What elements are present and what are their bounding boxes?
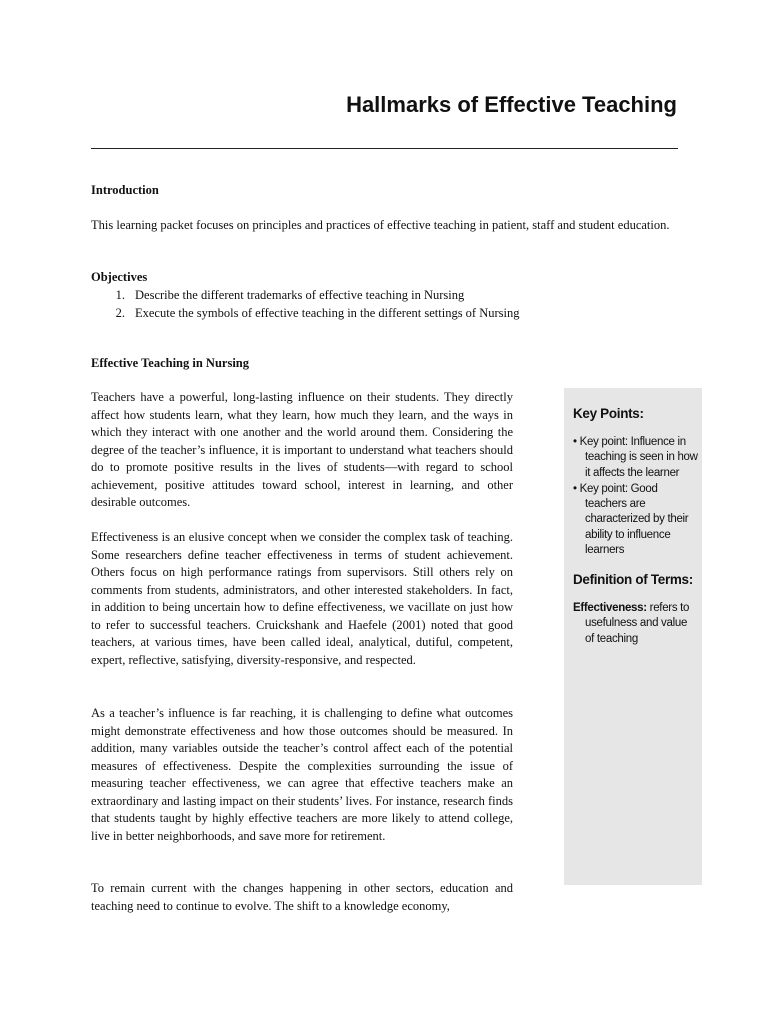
objectives-heading: Objectives xyxy=(91,270,148,284)
title-divider xyxy=(91,148,678,149)
section-heading: Effective Teaching in Nursing xyxy=(91,356,249,370)
body-paragraph: Effectiveness is an elusive concept when we consider the complex task of teaching. Some researchers define teacher effectiveness in terms of student achievement. Others focus on high performance ratings from supervisors. Still others rely on comments from students, administrators, and other interested stakeholders. In fact, in addition to being uncertain how to define effectiveness, we vacillate on just how to refer to successful teachers. Cruickshank and Haefele (2001) noted that good teachers, at various times, have been called ideal, analytical, dutiful, competent, expert, reflective, satisfying, diversity-responsive, and respected. xyxy=(91,530,513,667)
objective-text: Execute the symbols of effective teaching in the different settings of Nursing xyxy=(135,305,520,320)
definition-text: refers to usefulness and value of teaching xyxy=(585,602,690,645)
introduction-heading: Introduction xyxy=(91,183,159,197)
definition-term: Effectiveness: xyxy=(573,602,647,614)
objectives-list xyxy=(91,287,678,322)
body-paragraph: Teachers have a powerful, long-lasting influence on their students. They directly affect how students learn, what they learn, how much they learn, and the ways in which they interact with one another and the world around them. Considering the degree of the teacher’s influence, it is important to understand what teachers should do to promote positive results in the lives of students—with regard to school achievement, positive attitudes toward school, interest in learning, and other desirable outcomes. xyxy=(91,390,513,509)
body-paragraph: To remain current with the changes happening in other sectors, education and teaching need to continue to evolve. The shift to a knowledge economy, xyxy=(91,881,513,913)
body-paragraph: As a teacher’s influence is far reaching, it is challenging to define what outcomes might demonstrate effectiveness and how those outcomes should be measured. In addition, many variables outside the teacher’s control affect each of the potential measures of effectiveness. Despite the complexities surrounding the issue of measuring teacher effectiveness, we can agree that effective teachers make an extraordinary and lasting impact on their students’ lives. For instance, research finds that students taught by highly effective teachers are more likely to attend college, live in better neighborhoods, and save more for retirement. xyxy=(91,706,513,843)
key-points-list xyxy=(573,435,699,559)
key-point-item: • Key point: Good teachers are characterized by their ability to influence learners xyxy=(573,482,689,557)
key-points-heading: Key Points: xyxy=(573,406,644,421)
definition-heading: Definition of Terms: xyxy=(573,572,693,587)
key-point-item: • Key point: Influence in teaching is seen in how it affects the learner xyxy=(573,436,698,479)
objective-text: Describe the different trademarks of effective teaching in Nursing xyxy=(135,288,465,302)
definition-entry xyxy=(573,601,697,647)
key-points-sidebar xyxy=(564,388,702,885)
objective-number: 2. xyxy=(115,305,125,320)
objective-item xyxy=(91,287,678,305)
page-title: Hallmarks of Effective Teaching xyxy=(346,92,677,117)
objective-item xyxy=(91,305,678,323)
introduction-text: This learning packet focuses on principles and practices of effective teaching in patient, staff and student education. xyxy=(91,218,670,232)
objective-number: 1. xyxy=(115,288,125,302)
